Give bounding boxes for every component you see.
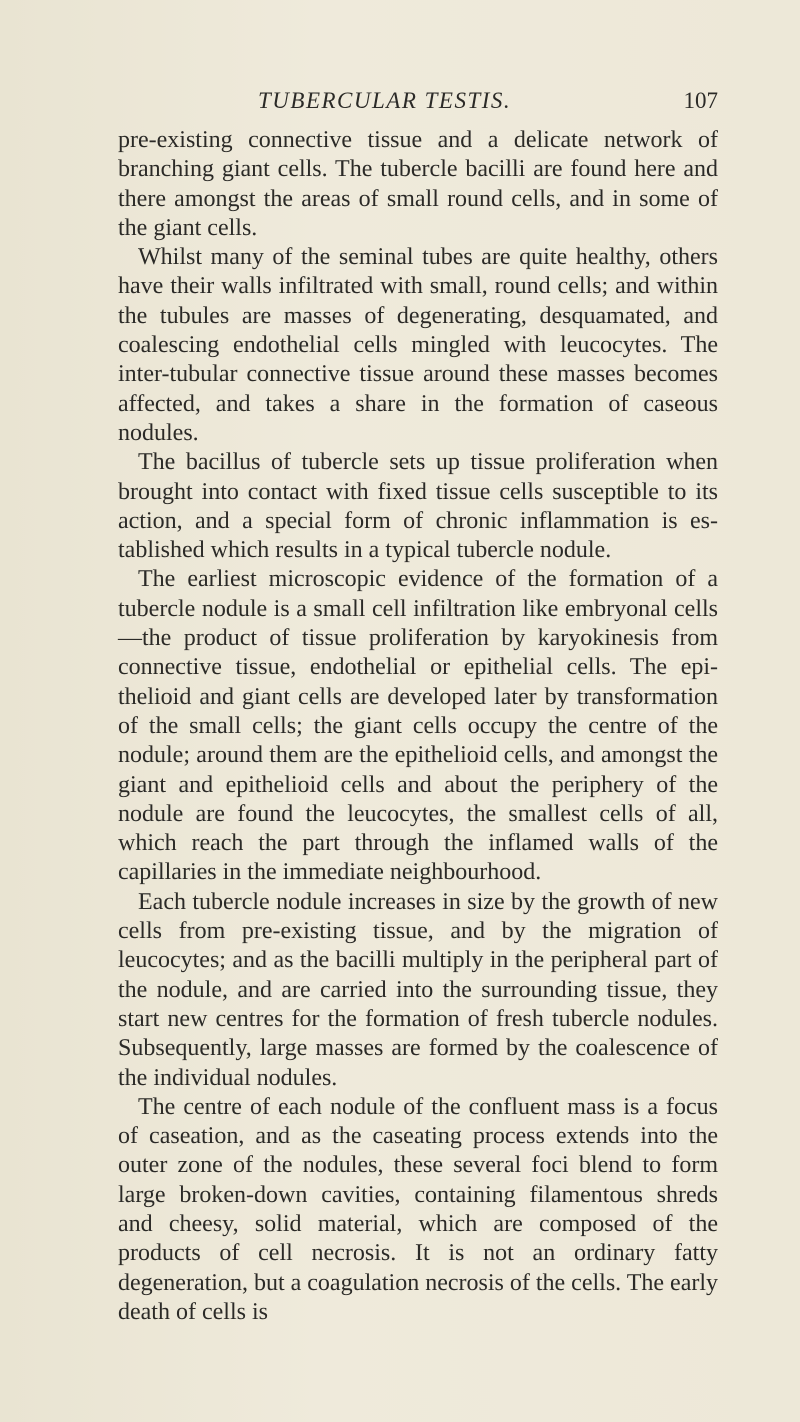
paragraph-nodule-growth: Each tubercle nodule increases in size by the growth of new cells from pre-existing tissue, and by the migration of leucocytes; and as the bacilli multiply in the peripheral part of the nodule, and are carried into the surrounding tissue, they start new centres for the formation of fresh tubercle nodules. Subsequently, large masses are formed by the coalescence of the individual nodules. [118,888,718,1091]
paragraph-microscopic-evidence: The earliest microscopic evidence of the formation of a tubercle nodule is a small cell infiltration like embryonal cells—the product of tissue proliferation by karyokinesis from connective tissue, endothelial or epithelial cells. The epi-thelioid and giant cells are developed later by transformation of the small cells; the giant cells occupy the centre of the nodule; around them are the epithelioid cells, and amongst the giant and epithelioid cells and about the periphery of the nodule are found the leucocytes, the smallest cells of all, which reach the part through the inflamed walls of the capillaries in the immediate neighbourhood. [118,566,718,886]
paragraph-seminal-tubes: Whilst many of the seminal tubes are quite healthy, others have their walls infiltrated with small, round cells; and within the tubules are masses of degenerating, desquamated, and coalescing endothelial cells mingled with leucocytes. The inter-tubular connective tissue around these masses becomes affected, and takes a share in the formation of caseous nodules. [118,244,718,446]
paragraph-bacillus: The bacillus of tubercle sets up tissue proliferation when brought into contact with fixed tissue cells susceptible to its action, and a special form of chronic inflammation is es-tablished which results in a typical tubercle nodule. [118,449,718,564]
paragraph-caseation: The centre of each nodule of the confluent mass is a focus of caseation, and as the caseating process extends into the outer zone of the nodules, these several foci blend to form large broken-down cavities, containing filamentous shreds and cheesy, solid material, which are composed of the products of cell necrosis. It is not an ordinary fatty degeneration, but a coagulation necrosis of the cells. The early death of cells is [118,1093,718,1325]
body-text [118,126,718,1327]
page-header [118,88,718,118]
running-title: TUBERCULAR TESTIS. [258,88,512,113]
paragraph-continued: pre-existing connective tissue and a delicate network of branching giant cells. The tubercle bacilli are found here and there amongst the areas of small round cells, and in some of the giant cells. [118,127,718,241]
page-number: 107 [683,88,718,113]
